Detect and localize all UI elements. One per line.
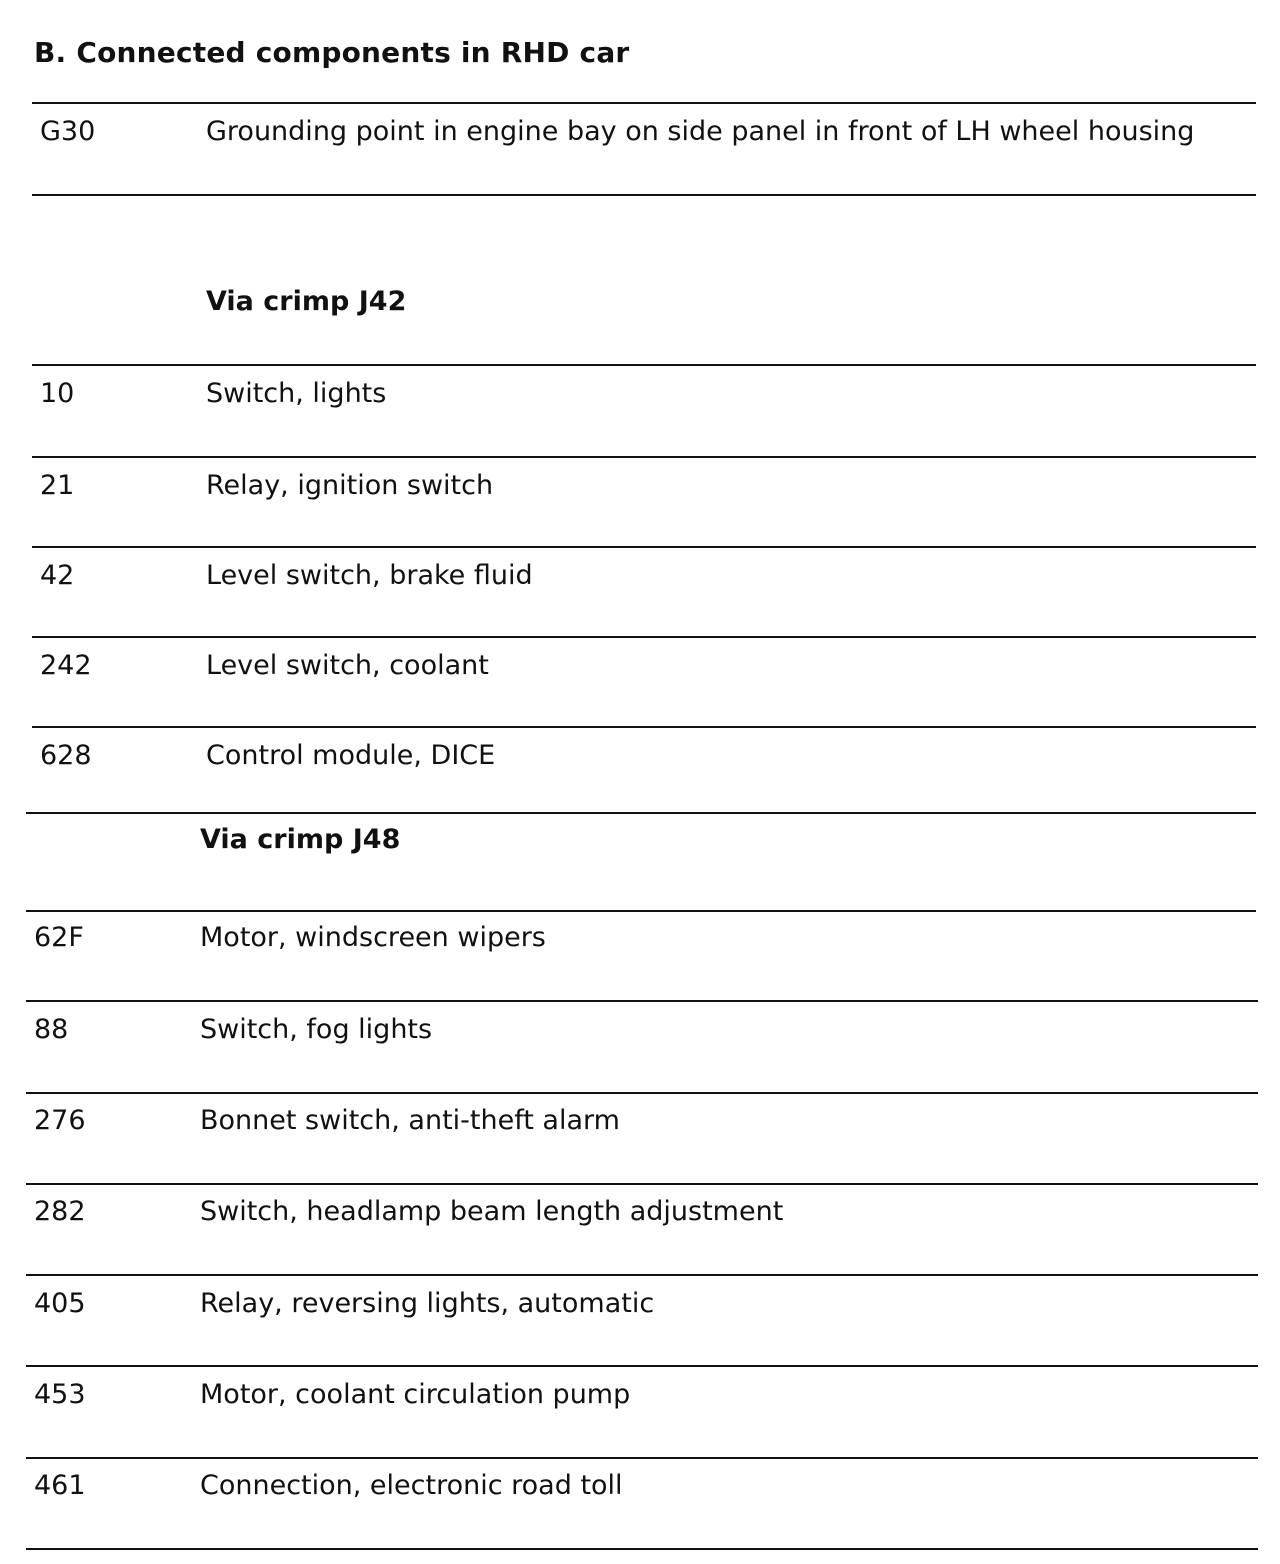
grounding-code: G30 (40, 116, 96, 147)
component-description: Level switch, coolant (206, 650, 489, 681)
page-title: B. Connected components in RHD car (34, 36, 630, 69)
table-rule (26, 910, 1256, 912)
table-rule (32, 194, 1256, 196)
component-description: Relay, reversing lights, automatic (200, 1288, 655, 1319)
table-rule (26, 1000, 1258, 1002)
component-description: Switch, headlamp beam length adjustment (200, 1196, 784, 1227)
table-rule (32, 364, 1256, 366)
component-code: 453 (34, 1379, 86, 1410)
component-code: 242 (40, 650, 92, 681)
component-description: Connection, electronic road toll (200, 1470, 623, 1501)
table-rule (26, 1274, 1258, 1276)
table-rule (26, 1183, 1258, 1185)
component-description: Switch, lights (206, 378, 387, 409)
table-rule (32, 546, 1256, 548)
component-code: 10 (40, 378, 75, 409)
component-description: Motor, coolant circulation pump (200, 1379, 631, 1410)
component-description: Level switch, brake fluid (206, 560, 533, 591)
component-code: 21 (40, 470, 75, 501)
component-code: 405 (34, 1288, 86, 1319)
component-description: Relay, ignition switch (206, 470, 494, 501)
component-description: Switch, fog lights (200, 1014, 433, 1045)
table-rule (26, 1548, 1258, 1550)
component-code: 282 (34, 1196, 86, 1227)
component-code: 42 (40, 560, 75, 591)
component-description: Motor, windscreen wipers (200, 922, 546, 953)
section-heading-j42: Via crimp J42 (206, 286, 407, 317)
component-description: Bonnet switch, anti-theft alarm (200, 1105, 620, 1136)
component-description: Control module, DICE (206, 740, 496, 771)
table-rule (26, 1092, 1258, 1094)
table-rule (32, 636, 1256, 638)
component-code: 628 (40, 740, 92, 771)
table-rule (32, 456, 1256, 458)
section-heading-j48: Via crimp J48 (200, 824, 401, 855)
table-rule (26, 1457, 1258, 1459)
grounding-description: Grounding point in engine bay on side panel in front of LH wheel housing (206, 116, 1195, 147)
table-rule (32, 726, 1256, 728)
component-code: 461 (34, 1470, 86, 1501)
component-code: 88 (34, 1014, 69, 1045)
component-code: 62F (34, 922, 84, 953)
table-rule (32, 102, 1256, 104)
component-code: 276 (34, 1105, 86, 1136)
table-rule (26, 1365, 1258, 1367)
table-rule (26, 812, 1256, 814)
